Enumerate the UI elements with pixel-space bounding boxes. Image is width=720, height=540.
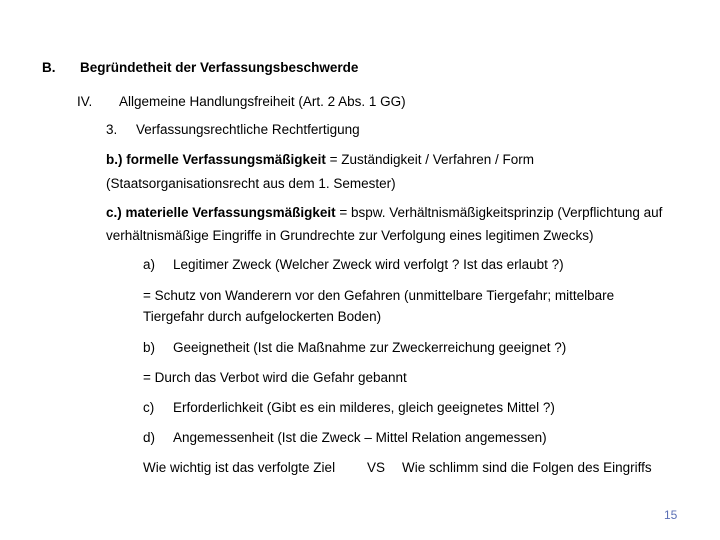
formal-heading: b.) formelle Verfassungsmäßigkeit bbox=[106, 152, 326, 167]
item-a-marker: a) bbox=[143, 257, 156, 272]
formal-text: = Zuständigkeit / Verfahren / Form bbox=[325, 152, 535, 167]
item-d-marker: d) bbox=[143, 430, 156, 445]
material-text: = bspw. Verhältnismäßigkeitsprinzip (Verpflichtung auf bbox=[335, 205, 663, 220]
comparison-left: Wie wichtig ist das verfolgte Ziel bbox=[143, 460, 336, 475]
section-marker: B. bbox=[42, 60, 56, 75]
page-number: 15 bbox=[664, 508, 678, 522]
comparison-vs: VS bbox=[367, 460, 386, 475]
section-title: Begründetheit der Verfassungsbeschwerde bbox=[80, 60, 359, 75]
material-paragraph-line1 bbox=[106, 205, 662, 221]
subsection-title: Allgemeine Handlungsfreiheit (Art. 2 Abs. 1 GG) bbox=[119, 94, 406, 109]
point-marker: 3. bbox=[106, 122, 118, 137]
subsection-marker: IV. bbox=[77, 94, 93, 109]
item-a-answer-line2: Tiergefahr durch aufgelockerten Boden) bbox=[143, 309, 382, 324]
item-d-text: Angemessenheit (Ist die Zweck – Mittel Relation angemessen) bbox=[173, 430, 547, 445]
item-b-answer: = Durch das Verbot wird die Gefahr gebannt bbox=[143, 370, 407, 385]
material-heading: c.) materielle Verfassungsmäßigkeit bbox=[106, 205, 336, 220]
formal-paragraph-line2: (Staatsorganisationsrecht aus dem 1. Semester) bbox=[106, 176, 396, 191]
item-b-text: Geeignetheit (Ist die Maßnahme zur Zweckerreichung geeignet ?) bbox=[173, 340, 567, 355]
point-title: Verfassungsrechtliche Rechtfertigung bbox=[136, 122, 360, 137]
item-b-marker: b) bbox=[143, 340, 156, 355]
material-paragraph-line2: verhältnismäßige Eingriffe in Grundrechte zur Verfolgung eines legitimen Zwecks) bbox=[106, 228, 594, 243]
comparison-right: Wie schlimm sind die Folgen des Eingriffs bbox=[402, 460, 652, 475]
item-c-text: Erforderlichkeit (Gibt es ein milderes, gleich geeignetes Mittel ?) bbox=[173, 400, 555, 415]
item-a-answer-line1: = Schutz von Wanderern vor den Gefahren (unmittelbare Tiergefahr; mittelbare bbox=[143, 288, 615, 303]
item-c-marker: c) bbox=[143, 400, 155, 415]
formal-paragraph-line1 bbox=[106, 152, 534, 168]
item-a-text: Legitimer Zweck (Welcher Zweck wird verfolgt ? Ist das erlaubt ?) bbox=[173, 257, 564, 272]
